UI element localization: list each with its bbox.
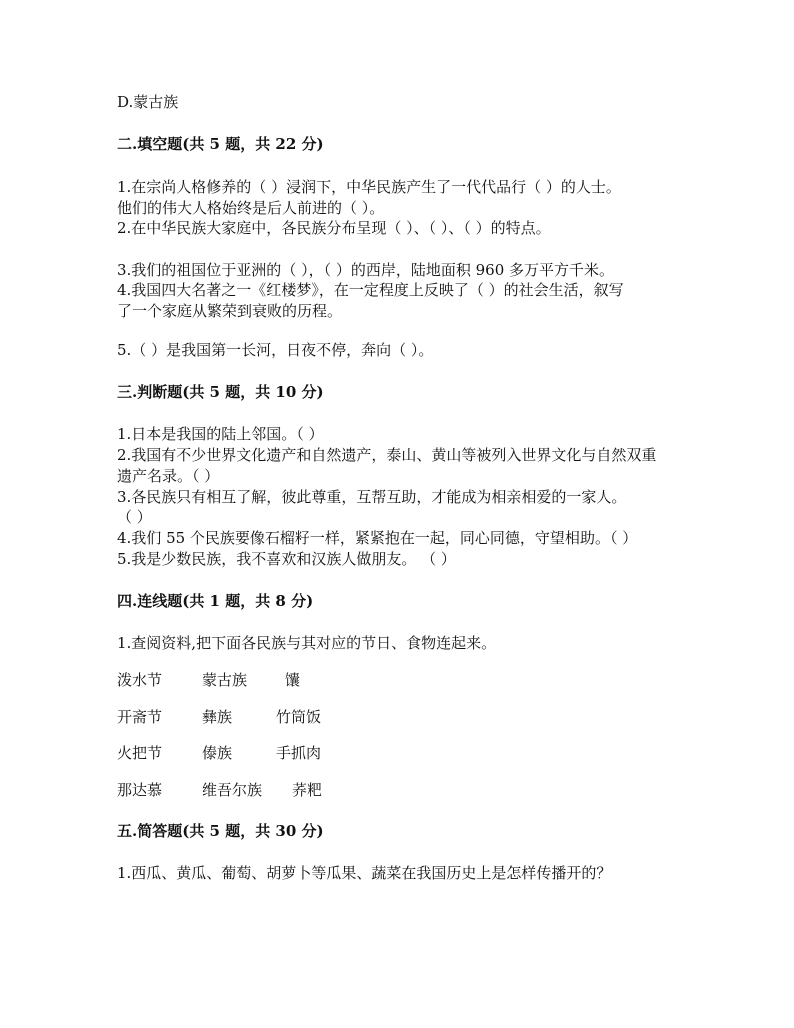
section-5-heading: 五.简答题(共 5 题，共 30 分)	[117, 822, 324, 840]
food-item: 荞粑	[292, 781, 323, 799]
ethnic-item: 傣族	[202, 744, 233, 762]
food-item: 馕	[285, 671, 301, 689]
festival-item: 火把节	[117, 744, 163, 762]
ethnic-item: 彝族	[202, 708, 233, 726]
match-row	[0, 779, 794, 801]
food-item: 手抓肉	[276, 744, 322, 762]
prev-question-option-d: D.蒙古族	[117, 93, 179, 111]
fill-q4-line1: 4.我国四大名著之一《红楼梦》，在一定程度上反映了（ ）的社会生活，叙写	[117, 281, 624, 299]
section-2-heading: 二.填空题(共 5 题，共 22 分)	[117, 135, 324, 153]
short-answer-q1: 1.西瓜、黄瓜、葡萄、胡萝卜等瓜果、蔬菜在我国历史上是怎样传播开的？	[117, 864, 612, 882]
festival-item: 泼水节	[117, 671, 163, 689]
festival-item: 开斋节	[117, 708, 163, 726]
fill-q4-line2: 了一个家庭从繁荣到衰败的历程。	[117, 302, 343, 320]
section-4-heading: 四.连线题(共 1 题，共 8 分)	[117, 592, 314, 610]
match-q1: 1.查阅资料,把下面各民族与其对应的节日、食物连起来。	[117, 634, 497, 652]
fill-q1-line1: 1.在宗尚人格修养的（ ）浸润下，中华民族产生了一代代品行（ ）的人士。	[117, 178, 621, 196]
judge-q2-line2: 遗产名录。（ ）	[117, 467, 220, 485]
match-row	[0, 669, 794, 691]
match-row	[0, 742, 794, 764]
ethnic-item: 蒙古族	[202, 671, 248, 689]
judge-q5: 5.我是少数民族，我不喜欢和汉族人做朋友。 （ ）	[117, 550, 456, 568]
fill-q3: 3.我们的祖国位于亚洲的（ ），（ ）的西岸，陆地面积 960 多万平方千米。	[117, 261, 615, 279]
fill-q2: 2.在中华民族大家庭中，各民族分布呈现（ ）、（ ）、（ ）的特点。	[117, 219, 551, 237]
festival-item: 那达慕	[117, 781, 163, 799]
judge-q2-line1: 2.我国有不少世界文化遗产和自然遗产，泰山、黄山等被列入世界文化与自然双重	[117, 446, 657, 464]
judge-q1: 1.日本是我国的陆上邻国。（ ）	[117, 425, 324, 443]
ethnic-item: 维吾尔族	[202, 781, 263, 799]
fill-q5: 5.（ ）是我国第一长河，日夜不停，奔向（ ）。	[117, 341, 434, 359]
judge-q3-line2: （ ）	[117, 508, 152, 526]
food-item: 竹筒饭	[276, 708, 322, 726]
judge-q3-line1: 3.各民族只有相互了解，彼此尊重，互帮互助，才能成为相亲相爱的一家人。	[117, 488, 627, 506]
fill-q1-line2: 他们的伟大人格始终是后人前进的（ ）。	[117, 199, 385, 217]
section-3-heading: 三.判断题(共 5 题，共 10 分)	[117, 383, 324, 401]
judge-q4: 4.我们 55 个民族要像石榴籽一样，紧紧抱在一起，同心同德，守望相助。（ ）	[117, 529, 638, 547]
match-row	[0, 706, 794, 728]
